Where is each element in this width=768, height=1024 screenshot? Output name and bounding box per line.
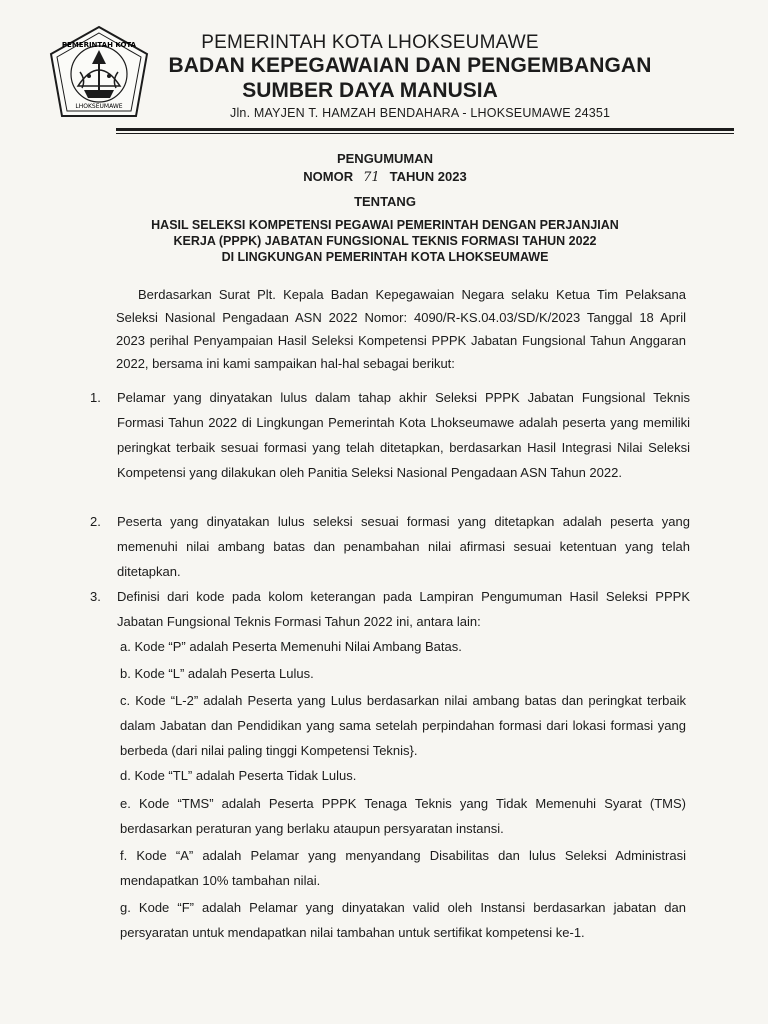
subject-line: HASIL SELEKSI KOMPETENSI PEGAWAI PEMERINTAH DENGAN PERJANJIAN (151, 218, 619, 232)
item-text: Peserta yang dinyatakan lulus seleksi sesuai formasi yang ditetapkan adalah peserta yang memenuhi nilai ambang batas dan penambahan nilai afirmasi sesuai ketentuan yang telah ditetapkan. (117, 514, 690, 579)
sub-item (120, 843, 686, 893)
sub-item-text: b. Kode “L” adalah Peserta Lulus. (120, 666, 314, 681)
sub-item (120, 895, 686, 945)
sub-item (120, 791, 686, 841)
city-seal-logo (48, 24, 150, 122)
letterhead-agency-cont: SUMBER DAYA MANUSIA (242, 79, 498, 102)
sub-item-text: f. Kode “A” adalah Pelamar yang menyandang Disabilitas dan lulus Seleksi Administrasi mendapatkan 10% tambahan nilai. (120, 848, 686, 888)
announcement-heading: PENGUMUMAN (336, 151, 434, 166)
number-handwritten: 71 (363, 170, 380, 185)
sub-item-text: g. Kode “F” adalah Pelamar yang dinyatakan valid oleh Instansi berdasarkan jabatan dan persyaratan untuk mendapatkan nilai tambahan untuk sertifikat kompetensi ke-1. (120, 900, 686, 940)
letterhead-government: PEMERINTAH KOTA LHOKSEUMAWE (201, 32, 539, 53)
subject-line: KERJA (PPPK) JABATAN FUNGSIONAL TEKNIS FORMASI TAHUN 2022 (173, 234, 597, 248)
letterhead-divider-thick (116, 128, 734, 131)
announcement-number (40, 169, 730, 185)
sub-item (120, 661, 686, 686)
seal-text-bottom: LHOKSEUMAWE (75, 103, 123, 110)
item-number: 2. (90, 514, 101, 529)
announcement-subject (40, 217, 730, 265)
item-number: 1. (90, 390, 101, 405)
number-prefix: NOMOR (303, 169, 354, 184)
sub-item-text: e. Kode “TMS” adalah Peserta PPPK Tenaga Teknis yang Tidak Memenuhi Syarat (TMS) berdasarkan peraturan yang berlaku ataupun persyaratan instansi. (120, 796, 686, 836)
item-text: Definisi dari kode pada kolom keterangan pada Lampiran Pengumuman Hasil Seleksi PPPK Jabatan Fungsional Teknis Formasi Tahun 2022 ini, antara lain: (117, 589, 690, 629)
list-item (90, 509, 690, 584)
letterhead-agency: BADAN KEPEGAWAIAN DAN PENGEMBANGAN (168, 54, 652, 77)
list-item (90, 584, 690, 634)
subject-line: DI LINGKUNGAN PEMERINTAH KOTA LHOKSEUMAWE (221, 250, 549, 264)
intro-text: Berdasarkan Surat Plt. Kepala Badan Kepegawaian Negara selaku Ketua Tim Pelaksana Seleksi Nasional Pengadaan ASN 2022 Nomor: 4090/R-KS.04.03/SD/K/2023 Tanggal 18 April 2023 perihal Penyampaian Hasil Seleksi Kompetensi PPPK Jabatan Fungsional Tahun Anggaran 2022, bersama ini kami sampaikan hal-hal sebagai berikut: (116, 287, 686, 371)
sub-item (120, 763, 686, 788)
seal-text-top: PEMERINTAH KOTA (61, 41, 137, 49)
letterhead-address: Jln. MAYJEN T. HAMZAH BENDAHARA - LHOKSEUMAWE 24351 (230, 106, 611, 120)
announcement-tentang: TENTANG (354, 194, 416, 209)
intro-paragraph (116, 283, 686, 375)
item-number: 3. (90, 589, 101, 604)
number-suffix: TAHUN 2023 (389, 169, 467, 184)
list-item (90, 385, 690, 485)
sub-item-text: a. Kode “P” adalah Peserta Memenuhi Nilai Ambang Batas. (120, 639, 462, 654)
sub-item-text: d. Kode “TL” adalah Peserta Tidak Lulus. (120, 768, 357, 783)
sub-item (120, 634, 686, 659)
sub-item-text: c. Kode “L-2” adalah Peserta yang Lulus berdasarkan nilai ambang batas dan peringkat terbaik dalam Jabatan dan Pendidikan yang sama setelah perpindahan formasi dari lokasi formasi yang berbeda (dari nilai paling tinggi Kompetensi Teknis}. (120, 693, 686, 758)
letterhead-divider-thin (116, 133, 734, 134)
item-text: Pelamar yang dinyatakan lulus dalam tahap akhir Seleksi PPPK Jabatan Fungsional Teknis Formasi Tahun 2022 di Lingkungan Pemerintah Kota Lhokseumawe adalah peserta yang memiliki peringkat terbaik sesuai formasi yang telah ditetapkan, berdasarkan Hasil Integrasi Nilai Seleksi Kompetensi yang dilakukan oleh Panitia Seleksi Nasional Pengadaan ASN Tahun 2022. (117, 390, 690, 480)
sub-item (120, 688, 686, 763)
